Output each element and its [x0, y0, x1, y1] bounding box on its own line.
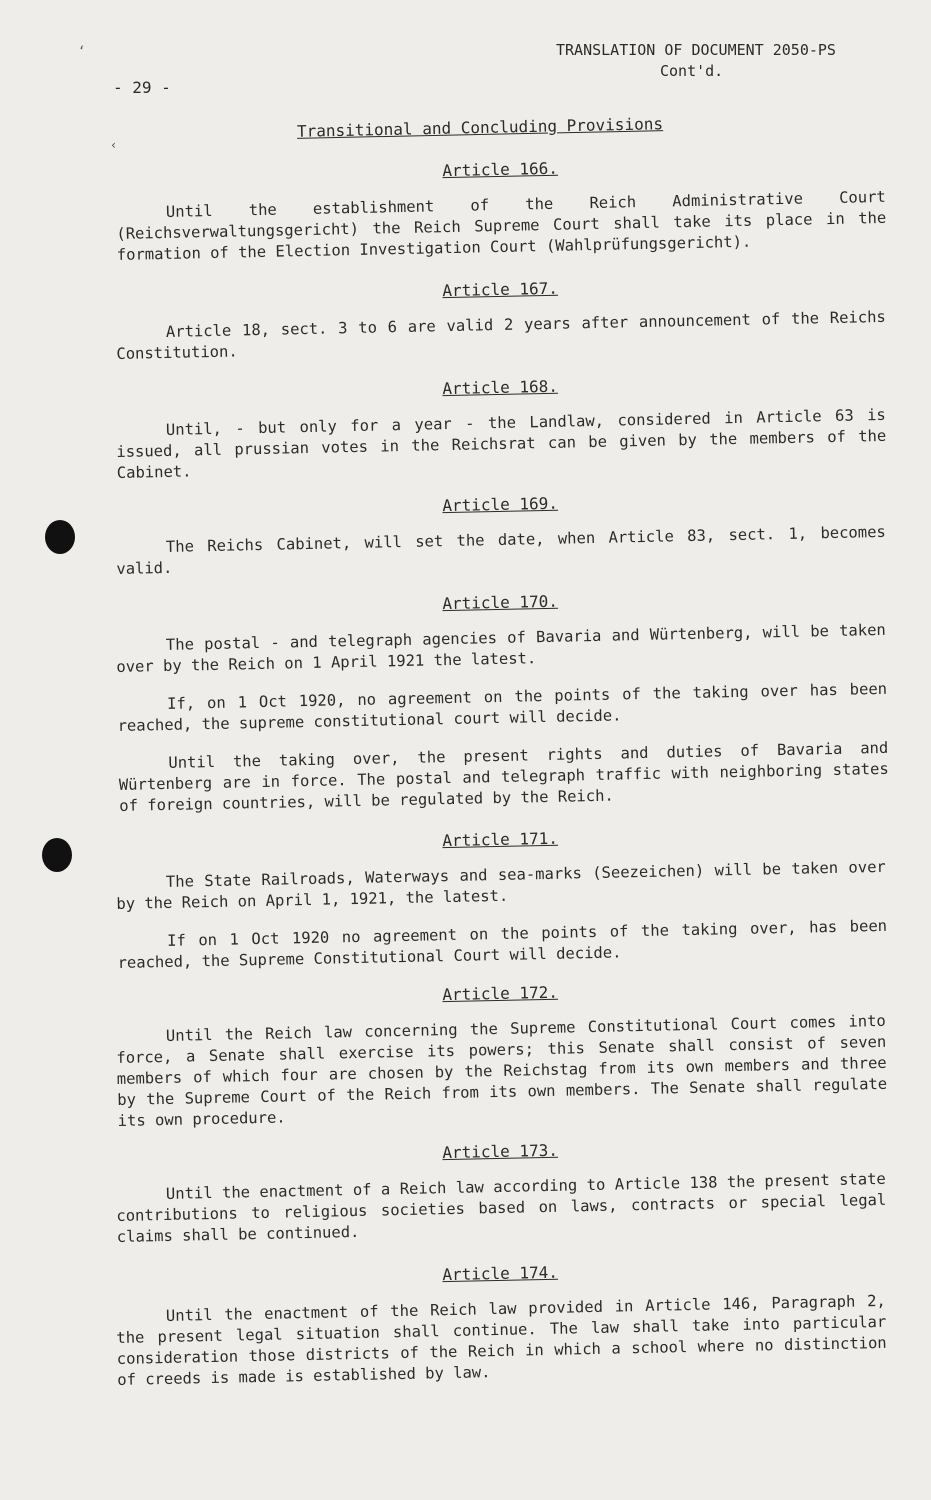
- header-line-1: TRANSLATION OF DOCUMENT 2050-PS: [556, 41, 836, 59]
- article-heading: Article 172.: [442, 982, 559, 1005]
- article-172: [115, 976, 888, 1149]
- article-173: [115, 1134, 887, 1265]
- article-paragraph: The State Railroads, Waterways and sea-marks (Seezeichen) will be taken over by the Reich on April 1, 1921, the latest.: [116, 857, 886, 913]
- article-heading: Article 173.: [442, 1140, 559, 1163]
- header-line-2: Cont'd.: [660, 62, 724, 80]
- document-header: [556, 40, 836, 82]
- article-heading: Article 166.: [442, 158, 559, 181]
- article-paragraph: Until the enactment of the Reich law provided in Article 146, Paragraph 2, the present legal situation shall continue. The law shall take into particular consideration those districts of the Reich in which a school where no distinction of creeds is made is established by law.: [116, 1291, 887, 1389]
- section-title: Transitional and Concluding Provisions: [296, 114, 664, 141]
- article-168: [115, 370, 887, 501]
- article-heading: Article 174.: [442, 1262, 559, 1285]
- article-heading: Article 169.: [442, 493, 559, 516]
- article-paragraph: Until the taking over, the present rights and duties of Bavaria and Würtenberg are in force. The postal and telegraph traffic with neighboring states of foreign countries, will be regulated by the Reich.: [118, 738, 889, 815]
- article-paragraph: If on 1 Oct 1920 no agreement on the points of the taking over, has been reached, the Supreme Constitutional Court will decide.: [117, 916, 888, 972]
- article-paragraph: Article 18, sect. 3 to 6 are valid 2 years after announcement of the Reichs Constitution.: [116, 307, 886, 363]
- margin-mark: ‘: [78, 44, 86, 58]
- article-heading: Article 167.: [442, 278, 559, 301]
- article-paragraph: The Reichs Cabinet, will set the date, when Article 83, sect. 1, becomes valid.: [116, 522, 886, 578]
- article-paragraph: If, on 1 Oct 1920, no agreement on the points of the taking over has been reached, the supreme constitutional court will decide.: [117, 679, 888, 735]
- article-paragraph: Until the enactment of a Reich law according to Article 138 the present state contributions to religious societies based on laws, contracts or special legal claims shall be continued.: [116, 1169, 887, 1246]
- punch-hole: [42, 838, 72, 872]
- article-heading: Article 171.: [442, 828, 559, 851]
- article-heading: Article 168.: [442, 376, 559, 399]
- article-paragraph: Until, - but only for a year - the Landlaw, considered in Article 63 is issued, all prussian votes in the Reichsrat can be given by the members of the Cabinet.: [116, 405, 887, 482]
- margin-mark: ‹: [110, 138, 118, 152]
- page-number: - 29 -: [113, 78, 171, 97]
- article-166: [115, 152, 887, 283]
- article-paragraph: The postal - and telegraph agencies of Bavaria and Würtenberg, will be taken over by the Reich on 1 April 1921 the latest.: [116, 620, 886, 676]
- article-paragraph: Until the Reich law concerning the Supreme Constitutional Court comes into force, a Senate shall exercise its powers; this Senate shall consist of seven members of which four are chosen by the Reichstag from its own members and three by the Supreme Court of the Reich from its own members. The Senate shall regulate its own procedure.: [116, 1011, 888, 1130]
- article-paragraph: Until the establishment of the Reich Administrative Court (Reichsverwaltungsgericht) the Reich Supreme Court shall take its place in the formation of the Election Investigation Court (Wahlprüfungsgericht).: [116, 187, 887, 264]
- article-174: [115, 1256, 888, 1408]
- article-heading: Article 170.: [442, 591, 559, 614]
- article-171: [115, 822, 888, 991]
- punch-hole: [45, 520, 75, 554]
- article-170: [115, 585, 890, 834]
- article-169: [115, 487, 887, 597]
- article-167: [115, 272, 887, 382]
